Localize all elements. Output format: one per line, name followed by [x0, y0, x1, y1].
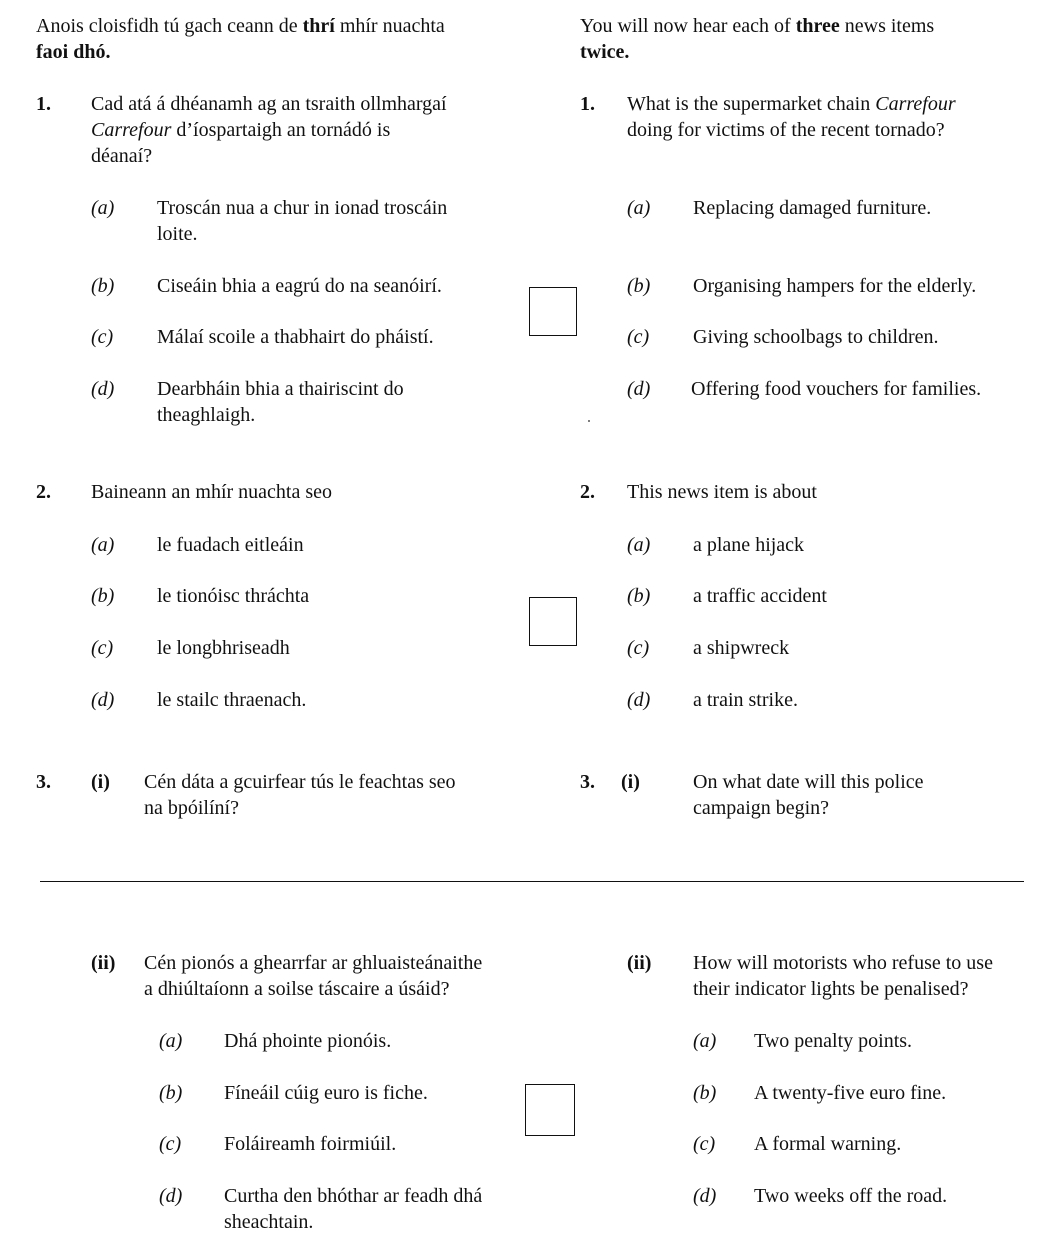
q2-english-option-a-letter: (a): [627, 534, 651, 556]
q3-part-i-irish-line2: na bpóilíní?: [144, 797, 239, 819]
q1-stem-english-brand: Carrefour: [875, 93, 956, 115]
intro-irish-line2: faoi dhó.: [36, 41, 111, 63]
q1-english-option-d: Offering food vouchers for families.: [691, 378, 982, 400]
intro-english-bold: three: [795, 15, 840, 37]
q3-english-option-c: A formal warning.: [754, 1133, 902, 1155]
intro-english: [580, 13, 934, 65]
q2-english-option-a: a plane hijack: [693, 534, 805, 556]
q2-irish-option-b-letter: (b): [91, 585, 115, 607]
q3-irish-option-d-letter: (d): [159, 1185, 183, 1207]
q1-stem-english-line1: What is the supermarket chain: [627, 93, 876, 115]
q1-irish-option-c: Málaí scoile a thabhairt do pháistí.: [157, 326, 434, 348]
q3-part-i-irish: [144, 769, 456, 821]
intro-english-text: You will now hear each of: [580, 15, 796, 37]
intro-irish-bold: thrí: [302, 15, 335, 37]
q3-part-ii-english-line2: their indicator lights be penalised?: [693, 978, 969, 1000]
q3-part-i-english-line1: On what date will this police: [693, 771, 924, 793]
q3-irish-option-a: Dhá phointe pionóis.: [224, 1030, 392, 1052]
q1-english-option-b-letter: (b): [627, 275, 651, 297]
q1-irish-option-a-letter: (a): [91, 197, 115, 219]
q2-number-irish: 2.: [36, 481, 51, 503]
q3-irish-option-d: [224, 1183, 482, 1235]
q2-irish-option-c: le longbhriseadh: [157, 637, 290, 659]
q1-irish-option-c-letter: (c): [91, 326, 114, 348]
q3-english-option-c-letter: (c): [693, 1133, 716, 1155]
q2-irish-option-b: le tionóisc thráchta: [157, 585, 310, 607]
q3-part-i-irish-line1: Cén dáta a gcuirfear tús le feachtas seo: [144, 771, 456, 793]
q1-english-option-b: Organising hampers for the elderly.: [693, 275, 977, 297]
q1-stem-irish-line1: Cad atá á dhéanamh ag an tsraith ollmhargaí: [91, 93, 447, 115]
intro-english-line2: twice.: [580, 41, 630, 63]
q2-answer-box[interactable]: [529, 597, 577, 646]
q3-part-i-label-english: (i): [621, 771, 640, 793]
q2-irish-option-a: le fuadach eitleáin: [157, 534, 304, 556]
q2-stem-irish: Baineann an mhír nuachta seo: [91, 481, 333, 503]
q3-english-option-b-letter: (b): [693, 1082, 717, 1104]
q1-stem-irish: [91, 91, 447, 169]
q1-irish-option-a-line2: loite.: [157, 223, 198, 245]
q3-part-i-english-line2: campaign begin?: [693, 797, 830, 819]
q3-part-ii-label-english: (ii): [627, 952, 652, 974]
q3-irish-option-b-letter: (b): [159, 1082, 183, 1104]
q1-irish-option-d-line2: theaghlaigh.: [157, 404, 256, 426]
q1-stem-irish-line3: déanaí?: [91, 145, 153, 167]
q3-part-i-label-irish: (i): [91, 771, 110, 793]
q3-part-ii-irish-line1: Cén pionós a ghearrfar ar ghluaisteánaithe: [144, 952, 483, 974]
q1-irish-option-a: [157, 195, 447, 247]
q3-number-irish: 3.: [36, 771, 51, 793]
q2-number-english: 2.: [580, 481, 595, 503]
q3-irish-option-d-line1: Curtha den bhóthar ar feadh dhá: [224, 1185, 483, 1207]
q3-irish-option-d-line2: sheachtain.: [224, 1211, 314, 1233]
q1-english-option-a: Replacing damaged furniture.: [693, 197, 932, 219]
q3-part-ii-irish-line2: a dhiúltaíonn a soilse táscaire a úsáid?: [144, 978, 450, 1000]
q2-english-option-c: a shipwreck: [693, 637, 790, 659]
q2-irish-option-a-letter: (a): [91, 534, 115, 556]
q3-part-ii-english-line1: How will motorists who refuse to use: [693, 952, 993, 974]
q3-irish-option-a-letter: (a): [159, 1030, 183, 1052]
q1-stem-irish-brand: Carrefour: [91, 119, 172, 141]
q3-number-english: 3.: [580, 771, 595, 793]
stray-mark: [588, 420, 590, 422]
q1-irish-option-a-line1: Troscán nua a chur in ionad troscáin: [157, 197, 448, 219]
q1-irish-option-d-letter: (d): [91, 378, 115, 400]
q3-irish-option-c: Foláireamh foirmiúil.: [224, 1133, 397, 1155]
q1-irish-option-d: [157, 376, 404, 428]
q3-answer-box[interactable]: [525, 1084, 575, 1136]
q2-irish-option-d: le stailc thraenach.: [157, 689, 307, 711]
q1-stem-english-line2: doing for victims of the recent tornado?: [627, 119, 945, 141]
intro-english-text-end: news items: [839, 15, 935, 37]
q1-english-option-d-letter: (d): [627, 378, 651, 400]
q1-irish-option-b-letter: (b): [91, 275, 115, 297]
q2-irish-option-c-letter: (c): [91, 637, 114, 659]
q2-english-option-b: a traffic accident: [693, 585, 827, 607]
q2-english-option-c-letter: (c): [627, 637, 650, 659]
q1-number-english: 1.: [580, 93, 595, 115]
q2-english-option-b-letter: (b): [627, 585, 651, 607]
q1-stem-english: [627, 91, 956, 143]
q1-english-option-c: Giving schoolbags to children.: [693, 326, 939, 348]
q3-english-option-a: Two penalty points.: [754, 1030, 913, 1052]
q3-english-option-b: A twenty-five euro fine.: [754, 1082, 947, 1104]
q3-part-ii-label-irish: (ii): [91, 952, 116, 974]
q2-english-option-d-letter: (d): [627, 689, 651, 711]
q3-answer-line[interactable]: [40, 881, 1024, 882]
q3-part-ii-irish: [144, 950, 482, 1002]
q2-irish-option-d-letter: (d): [91, 689, 115, 711]
q3-irish-option-c-letter: (c): [159, 1133, 182, 1155]
q1-stem-irish-line2: d’íospartaigh an tornádó is: [171, 119, 391, 141]
q3-part-ii-english: [693, 950, 993, 1002]
q3-english-option-d-letter: (d): [693, 1185, 717, 1207]
intro-irish: [36, 13, 445, 65]
q3-irish-option-b: Fíneáil cúig euro is fiche.: [224, 1082, 428, 1104]
q2-stem-english: This news item is about: [627, 481, 817, 503]
q2-english-option-d: a train strike.: [693, 689, 798, 711]
q1-number-irish: 1.: [36, 93, 51, 115]
q1-english-option-a-letter: (a): [627, 197, 651, 219]
q3-english-option-d: Two weeks off the road.: [754, 1185, 948, 1207]
q3-english-option-a-letter: (a): [693, 1030, 717, 1052]
q1-answer-box[interactable]: [529, 287, 577, 336]
intro-irish-text-end: mhír nuachta: [334, 15, 445, 37]
q3-part-i-english: [693, 769, 924, 821]
q1-irish-option-d-line1: Dearbháin bhia a thairiscint do: [157, 378, 404, 400]
q1-english-option-c-letter: (c): [627, 326, 650, 348]
q1-irish-option-b: Ciseáin bhia a eagrú do na seanóirí.: [157, 275, 442, 297]
intro-irish-text: Anois cloisfidh tú gach ceann de: [36, 15, 303, 37]
